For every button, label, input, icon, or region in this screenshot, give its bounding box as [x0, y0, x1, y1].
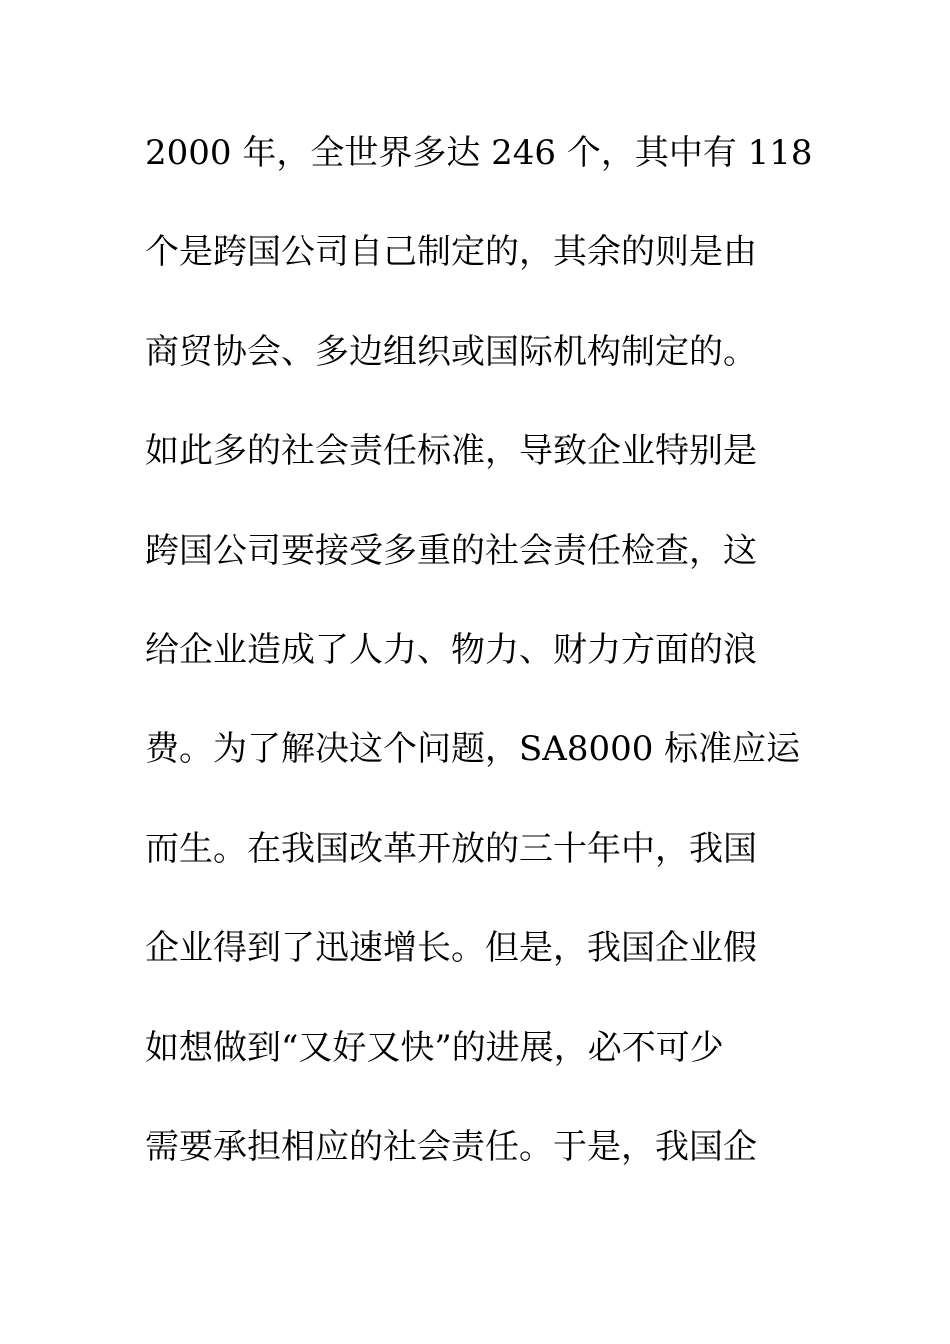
text-line-4: 如此多的社会责任标准，导致企业特别是 — [145, 431, 757, 472]
text-line-8: 而生。在我国改革开放的三十年中，我国 — [145, 828, 757, 869]
text-line-3: 商贸协会、多边组织或国际机构制定的。 — [145, 331, 757, 372]
text-line-7: 费。为了解决这个问题，SA8000 标准应运 — [145, 729, 801, 770]
text-line-9: 企业得到了迅速增长。但是，我国企业假 — [145, 928, 757, 969]
text-line-1: 2000 年，全世界多达 246 个，其中有 118 — [145, 133, 813, 173]
body-text — [145, 122, 813, 1215]
text-line-6: 给企业造成了人力、物力、财力方面的浪 — [145, 629, 757, 670]
text-line-2: 个是跨国公司自己制定的，其余的则是由 — [145, 232, 757, 273]
text-line-10: 如想做到“又好又快”的进展，必不可少 — [145, 1027, 724, 1068]
text-line-11: 需要承担相应的社会责任。于是，我国企 — [145, 1126, 757, 1167]
text-line-5: 跨国公司要接受多重的社会责任检查，这 — [145, 530, 757, 571]
